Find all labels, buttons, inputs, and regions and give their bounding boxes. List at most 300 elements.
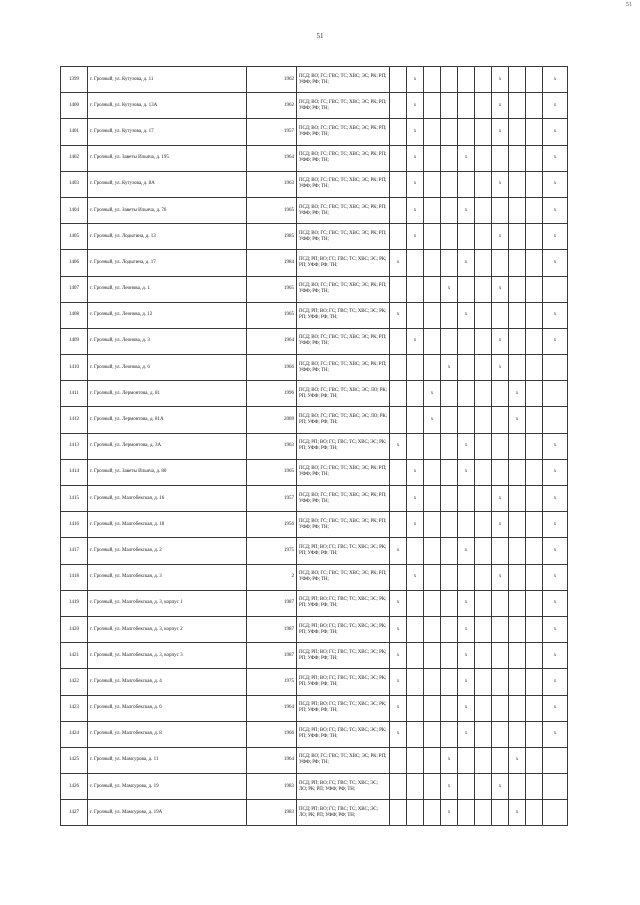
work-mark-cell: х (390, 250, 407, 276)
work-mark-cell (475, 800, 492, 826)
work-mark-cell (475, 67, 492, 93)
address-cell: г. Грозный, ул. Лермонтова, д. 81А (88, 407, 247, 433)
work-mark-cell: х (458, 643, 475, 669)
year-built-cell: 1964 (247, 695, 297, 721)
row-number-cell: 1406 (61, 250, 88, 276)
table-row (61, 355, 568, 381)
work-mark-cell (390, 355, 407, 381)
work-mark-cell (458, 407, 475, 433)
work-mark-cell (492, 381, 509, 407)
work-mark-cell (526, 302, 543, 328)
table-row (61, 145, 568, 171)
work-mark-cell (424, 355, 441, 381)
work-mark-cell (441, 328, 458, 354)
work-mark-cell (526, 643, 543, 669)
address-cell: г. Грозный, ул. Заветы Ильича, д. 195 (88, 145, 247, 171)
year-built-cell: 1987 (247, 643, 297, 669)
work-mark-cell (509, 616, 526, 642)
address-cell: г. Грозный, ул. Кутузова, д. 11 (88, 67, 247, 93)
work-mark-cell (424, 328, 441, 354)
work-mark-cell: х (492, 486, 509, 512)
work-mark-cell (509, 695, 526, 721)
work-mark-cell (407, 747, 424, 773)
year-built-cell: 1987 (247, 590, 297, 616)
work-mark-cell (407, 355, 424, 381)
year-built-cell: 1957 (247, 119, 297, 145)
work-mark-cell (509, 145, 526, 171)
address-cell: г. Грозный, ул. Лодыгина, д. 13 (88, 224, 247, 250)
work-mark-cell (526, 197, 543, 223)
work-mark-cell (509, 302, 526, 328)
row-number-cell: 1403 (61, 171, 88, 197)
work-mark-cell (492, 145, 509, 171)
work-mark-cell (458, 747, 475, 773)
work-mark-cell (492, 590, 509, 616)
work-mark-cell: х (458, 145, 475, 171)
work-mark-cell (390, 459, 407, 485)
systems-list-cell: ПСД; РП; ВО; ГС; ГВС; ТС; ХВС; ЭС; РК; РП; УФФ; РФ; ТН; (297, 643, 390, 669)
work-mark-cell (475, 538, 492, 564)
work-mark-cell: х (407, 197, 424, 223)
work-mark-cell: х (509, 800, 526, 826)
systems-list-cell: ПСД; ВО; ГС; ГВС; ТС; ХВС; ЭС; РК; РП; УФФ; РФ; ТН; (297, 355, 390, 381)
work-mark-cell (475, 643, 492, 669)
work-mark-cell: х (543, 721, 568, 747)
work-mark-cell: х (441, 747, 458, 773)
work-mark-cell: х (543, 171, 568, 197)
work-mark-cell (526, 224, 543, 250)
work-mark-cell (458, 67, 475, 93)
work-mark-cell (543, 747, 568, 773)
systems-list-cell: ПСД; ВО; ГС; ГВС; ТС; ХВС; ЭС; РК; РП; УФФ; РФ; ТН; (297, 564, 390, 590)
work-mark-cell (441, 250, 458, 276)
page-number: 51 (316, 32, 324, 40)
work-mark-cell (526, 145, 543, 171)
row-number-cell: 1413 (61, 433, 88, 459)
systems-list-cell: ПСД; ВО; ГС; ГВС; ТС; ХВС; ЭС; ЛО; РК; РП; УФФ; РФ; ТН; (297, 407, 390, 433)
work-mark-cell (390, 486, 407, 512)
work-mark-cell: х (509, 381, 526, 407)
work-mark-cell: х (543, 433, 568, 459)
work-mark-cell (492, 616, 509, 642)
work-mark-cell: х (458, 695, 475, 721)
work-mark-cell (390, 407, 407, 433)
work-mark-cell (526, 433, 543, 459)
work-mark-cell (526, 538, 543, 564)
row-number-cell: 1414 (61, 459, 88, 485)
work-mark-cell: х (492, 564, 509, 590)
year-built-cell: 1964 (247, 328, 297, 354)
work-mark-cell: х (407, 459, 424, 485)
work-mark-cell (441, 616, 458, 642)
address-cell: г. Грозный, ул. Лермонтова, д. 81 (88, 381, 247, 407)
work-mark-cell (509, 643, 526, 669)
work-mark-cell (458, 355, 475, 381)
work-mark-cell (424, 616, 441, 642)
work-mark-cell: х (407, 171, 424, 197)
work-mark-cell: х (458, 538, 475, 564)
work-mark-cell: х (543, 328, 568, 354)
work-mark-cell: х (492, 355, 509, 381)
work-mark-cell (509, 774, 526, 800)
work-mark-cell (492, 721, 509, 747)
work-mark-cell (475, 774, 492, 800)
work-mark-cell (475, 197, 492, 223)
address-cell: г. Грозный, ул. Кутузова, д. 8А (88, 171, 247, 197)
work-mark-cell (407, 774, 424, 800)
work-mark-cell (424, 224, 441, 250)
table-row (61, 800, 568, 826)
work-mark-cell (458, 171, 475, 197)
work-mark-cell (509, 486, 526, 512)
work-mark-cell (407, 695, 424, 721)
work-mark-cell: х (543, 512, 568, 538)
year-built-cell: 1965 (247, 302, 297, 328)
work-mark-cell: х (543, 119, 568, 145)
work-mark-cell: х (492, 774, 509, 800)
work-mark-cell (492, 302, 509, 328)
work-mark-cell (458, 486, 475, 512)
work-mark-cell: х (458, 197, 475, 223)
work-mark-cell (475, 93, 492, 119)
address-cell: г. Грозный, ул. Малгобекская, д. 4 (88, 669, 247, 695)
work-mark-cell (509, 669, 526, 695)
work-mark-cell (526, 590, 543, 616)
work-mark-cell (424, 93, 441, 119)
work-mark-cell (424, 774, 441, 800)
work-mark-cell: х (407, 67, 424, 93)
work-mark-cell (407, 800, 424, 826)
work-mark-cell: х (390, 538, 407, 564)
systems-list-cell: ПСД; РП; ВО; ГС; ГВС; ТС; ХВС; ЭС; РК; РП; УФФ; РФ; ТН; (297, 721, 390, 747)
work-mark-cell (492, 538, 509, 564)
work-mark-cell (390, 512, 407, 538)
work-mark-cell (475, 328, 492, 354)
work-mark-cell (441, 643, 458, 669)
work-mark-cell (441, 564, 458, 590)
row-number-cell: 1425 (61, 747, 88, 773)
work-mark-cell (441, 145, 458, 171)
address-cell: г. Грозный, ул. Лермонтова, д. 3А (88, 433, 247, 459)
row-number-cell: 1404 (61, 197, 88, 223)
row-number-cell: 1399 (61, 67, 88, 93)
row-number-cell: 1401 (61, 119, 88, 145)
work-mark-cell: х (543, 459, 568, 485)
work-mark-cell (441, 119, 458, 145)
work-mark-cell (407, 250, 424, 276)
table-row (61, 93, 568, 119)
work-mark-cell (475, 276, 492, 302)
work-mark-cell (458, 512, 475, 538)
work-mark-cell (526, 276, 543, 302)
table-row (61, 433, 568, 459)
work-mark-cell: х (492, 276, 509, 302)
work-mark-cell (526, 328, 543, 354)
work-mark-cell (509, 119, 526, 145)
work-mark-cell: х (543, 616, 568, 642)
work-mark-cell (424, 643, 441, 669)
work-mark-cell (441, 224, 458, 250)
work-mark-cell (407, 590, 424, 616)
systems-list-cell: ПСД; ВО; ГС; ГВС; ТС; ХВС; ЭС; ЛО; РК; РП; УФФ; РФ; ТН; (297, 381, 390, 407)
work-mark-cell (407, 407, 424, 433)
systems-list-cell: ПСД; ВО; ГС; ГВС; ТС; ХВС; ЭС; РК; РП; УФФ; РФ; ТН; (297, 276, 390, 302)
address-cell: г. Грозный, ул. Мамсурова, д. 19А (88, 800, 247, 826)
work-mark-cell: х (407, 486, 424, 512)
work-mark-cell (526, 119, 543, 145)
table-row (61, 512, 568, 538)
systems-list-cell: ПСД; РП; ВО; ГС; ГВС; ТС; ХВС; ЭС; ЛО; РК; РП; УФФ; РФ; ТН; (297, 800, 390, 826)
year-built-cell: 1964 (247, 145, 297, 171)
row-number-cell: 1419 (61, 590, 88, 616)
row-number-cell: 1410 (61, 355, 88, 381)
address-cell: г. Грозный, ул. Леонова, д. 12 (88, 302, 247, 328)
work-mark-cell (492, 250, 509, 276)
table-row (61, 486, 568, 512)
work-mark-cell (424, 302, 441, 328)
work-mark-cell (543, 800, 568, 826)
work-mark-cell: х (458, 669, 475, 695)
work-mark-cell (475, 381, 492, 407)
work-mark-cell (458, 119, 475, 145)
work-mark-cell: х (458, 302, 475, 328)
work-mark-cell (424, 512, 441, 538)
systems-list-cell: ПСД; ВО; ГС; ГВС; ТС; ХВС; ЭС; РК; РП; УФФ; РФ; ТН; (297, 224, 390, 250)
work-mark-cell (441, 695, 458, 721)
work-mark-cell: х (492, 171, 509, 197)
year-built-cell: 1966 (247, 721, 297, 747)
work-mark-cell: х (458, 433, 475, 459)
work-mark-cell (458, 328, 475, 354)
address-cell: г. Грозный, ул. Леонова, д. 1 (88, 276, 247, 302)
work-mark-cell (526, 381, 543, 407)
row-number-cell: 1417 (61, 538, 88, 564)
table-row (61, 564, 568, 590)
work-mark-cell (543, 381, 568, 407)
work-mark-cell (509, 433, 526, 459)
systems-list-cell: ПСД; РП; ВО; ГС; ГВС; ТС; ХВС; ЭС; РК; РП; УФФ; РФ; ТН; (297, 590, 390, 616)
table-row (61, 224, 568, 250)
work-mark-cell (475, 669, 492, 695)
work-mark-cell (407, 721, 424, 747)
work-mark-cell (390, 197, 407, 223)
work-mark-cell: х (509, 407, 526, 433)
systems-list-cell: ПСД; ВО; ГС; ГВС; ТС; ХВС; ЭС; РК; РП; УФФ; РФ; ТН; (297, 119, 390, 145)
work-mark-cell (492, 643, 509, 669)
work-mark-cell (526, 747, 543, 773)
work-mark-cell (509, 67, 526, 93)
table-row (61, 171, 568, 197)
year-built-cell: 1966 (247, 355, 297, 381)
work-mark-cell (492, 459, 509, 485)
systems-list-cell: ПСД; РП; ВО; ГС; ГВС; ТС; ХВС; ЭС; РК; РП; УФФ; РФ; ТН; (297, 302, 390, 328)
work-mark-cell: х (543, 486, 568, 512)
systems-list-cell: ПСД; РП; ВО; ГС; ГВС; ТС; ХВС; ЭС; РК; РП; УФФ; РФ; ТН; (297, 695, 390, 721)
work-mark-cell: х (492, 93, 509, 119)
work-mark-cell (424, 669, 441, 695)
work-mark-cell (424, 459, 441, 485)
housing-registry-table (60, 66, 568, 826)
address-cell: г. Грозный, ул. Заветы Ильича, д. 76 (88, 197, 247, 223)
work-mark-cell: х (458, 590, 475, 616)
work-mark-cell (390, 67, 407, 93)
work-mark-cell (543, 355, 568, 381)
address-cell: г. Грозный, ул. Заветы Ильича, д. 80 (88, 459, 247, 485)
work-mark-cell (492, 747, 509, 773)
work-mark-cell (475, 355, 492, 381)
year-built-cell: 1983 (247, 774, 297, 800)
work-mark-cell: х (492, 224, 509, 250)
year-built-cell: 1964 (247, 747, 297, 773)
work-mark-cell (475, 433, 492, 459)
work-mark-cell: х (458, 616, 475, 642)
work-mark-cell (475, 590, 492, 616)
address-cell: г. Грозный, ул. Малгобекская, д. 3, корпус 1 (88, 590, 247, 616)
work-mark-cell (509, 276, 526, 302)
work-mark-cell (475, 250, 492, 276)
work-mark-cell (424, 590, 441, 616)
work-mark-cell (526, 721, 543, 747)
work-mark-cell (492, 695, 509, 721)
work-mark-cell (509, 721, 526, 747)
work-mark-cell: х (543, 145, 568, 171)
row-number-cell: 1421 (61, 643, 88, 669)
work-mark-cell (492, 433, 509, 459)
work-mark-cell (424, 486, 441, 512)
work-mark-cell: х (407, 93, 424, 119)
work-mark-cell (407, 643, 424, 669)
corner-mark: 51 (626, 2, 632, 8)
work-mark-cell (441, 512, 458, 538)
work-mark-cell (390, 145, 407, 171)
year-built-cell: 1975 (247, 669, 297, 695)
work-mark-cell (509, 512, 526, 538)
work-mark-cell: х (390, 590, 407, 616)
systems-list-cell: ПСД; ВО; ГС; ГВС; ТС; ХВС; ЭС; РК; РП; УФФ; РФ; ТН; (297, 328, 390, 354)
work-mark-cell (492, 407, 509, 433)
work-mark-cell (390, 93, 407, 119)
work-mark-cell (458, 564, 475, 590)
systems-list-cell: ПСД; РП; ВО; ГС; ГВС; ТС; ХВС; ЭС; РК; РП; УФФ; РФ; ТН; (297, 250, 390, 276)
work-mark-cell (475, 695, 492, 721)
work-mark-cell (526, 512, 543, 538)
work-mark-cell (475, 486, 492, 512)
work-mark-cell (424, 145, 441, 171)
work-mark-cell (424, 695, 441, 721)
work-mark-cell: х (390, 695, 407, 721)
work-mark-cell (441, 93, 458, 119)
address-cell: г. Грозный, ул. Лодыгина, д. 17 (88, 250, 247, 276)
work-mark-cell (526, 93, 543, 119)
work-mark-cell (390, 800, 407, 826)
address-cell: г. Грозный, ул. Малгобекская, д. 6 (88, 695, 247, 721)
work-mark-cell (441, 407, 458, 433)
work-mark-cell: х (543, 643, 568, 669)
work-mark-cell (407, 302, 424, 328)
work-mark-cell (424, 67, 441, 93)
address-cell: г. Грозный, ул. Малгобекская, д. 3, корпус 2 (88, 616, 247, 642)
table-row (61, 774, 568, 800)
systems-list-cell: ПСД; ВО; ГС; ГВС; ТС; ХВС; ЭС; РК; РП; УФФ; РФ; ТН; (297, 512, 390, 538)
work-mark-cell (407, 538, 424, 564)
work-mark-cell: х (390, 721, 407, 747)
work-mark-cell: х (543, 250, 568, 276)
table-row (61, 459, 568, 485)
work-mark-cell (526, 459, 543, 485)
work-mark-cell: х (492, 512, 509, 538)
work-mark-cell (526, 486, 543, 512)
work-mark-cell (390, 774, 407, 800)
year-built-cell: 2 (247, 564, 297, 590)
year-built-cell: 1984 (247, 250, 297, 276)
work-mark-cell: х (543, 197, 568, 223)
systems-list-cell: ПСД; ВО; ГС; ГВС; ТС; ХВС; ЭС; РК; РП; УФФ; РФ; ТН; (297, 93, 390, 119)
work-mark-cell (526, 669, 543, 695)
work-mark-cell (407, 669, 424, 695)
table-row (61, 721, 568, 747)
work-mark-cell (475, 224, 492, 250)
table-row (61, 669, 568, 695)
work-mark-cell (390, 328, 407, 354)
work-mark-cell (390, 119, 407, 145)
work-mark-cell (475, 616, 492, 642)
address-cell: г. Грозный, ул. Мамсурова, д. 11 (88, 747, 247, 773)
address-cell: г. Грозный, ул. Малгобекская, д. 18 (88, 512, 247, 538)
work-mark-cell (441, 721, 458, 747)
systems-list-cell: ПСД; ВО; ГС; ГВС; ТС; ХВС; ЭС; РК; РП; УФФ; РФ; ТН; (297, 145, 390, 171)
work-mark-cell: х (543, 67, 568, 93)
address-cell: г. Грозный, ул. Леонова, д. 3 (88, 328, 247, 354)
registry-body (61, 67, 568, 826)
systems-list-cell: ПСД; РП; ВО; ГС; ГВС; ТС; ХВС; ЭС; РК; РП; УФФ; РФ; ТН; (297, 616, 390, 642)
year-built-cell: 1962 (247, 93, 297, 119)
work-mark-cell: х (543, 302, 568, 328)
work-mark-cell (441, 171, 458, 197)
work-mark-cell: х (390, 433, 407, 459)
address-cell: г. Грозный, ул. Леонова, д. 6 (88, 355, 247, 381)
work-mark-cell: х (543, 695, 568, 721)
year-built-cell: 1965 (247, 276, 297, 302)
work-mark-cell: х (390, 669, 407, 695)
row-number-cell: 1408 (61, 302, 88, 328)
work-mark-cell (424, 433, 441, 459)
table-row (61, 67, 568, 93)
work-mark-cell (509, 355, 526, 381)
table-row (61, 276, 568, 302)
table-row (61, 407, 568, 433)
year-built-cell: 1975 (247, 538, 297, 564)
work-mark-cell (407, 433, 424, 459)
work-mark-cell: х (424, 407, 441, 433)
year-built-cell: 1965 (247, 197, 297, 223)
row-number-cell: 1420 (61, 616, 88, 642)
work-mark-cell: х (390, 302, 407, 328)
work-mark-cell (526, 800, 543, 826)
work-mark-cell (475, 747, 492, 773)
work-mark-cell (526, 564, 543, 590)
work-mark-cell: х (390, 616, 407, 642)
work-mark-cell (390, 564, 407, 590)
row-number-cell: 1416 (61, 512, 88, 538)
work-mark-cell (475, 145, 492, 171)
work-mark-cell (407, 276, 424, 302)
table-row (61, 197, 568, 223)
work-mark-cell: х (441, 800, 458, 826)
work-mark-cell (458, 381, 475, 407)
work-mark-cell (441, 538, 458, 564)
work-mark-cell (526, 355, 543, 381)
work-mark-cell: х (509, 747, 526, 773)
